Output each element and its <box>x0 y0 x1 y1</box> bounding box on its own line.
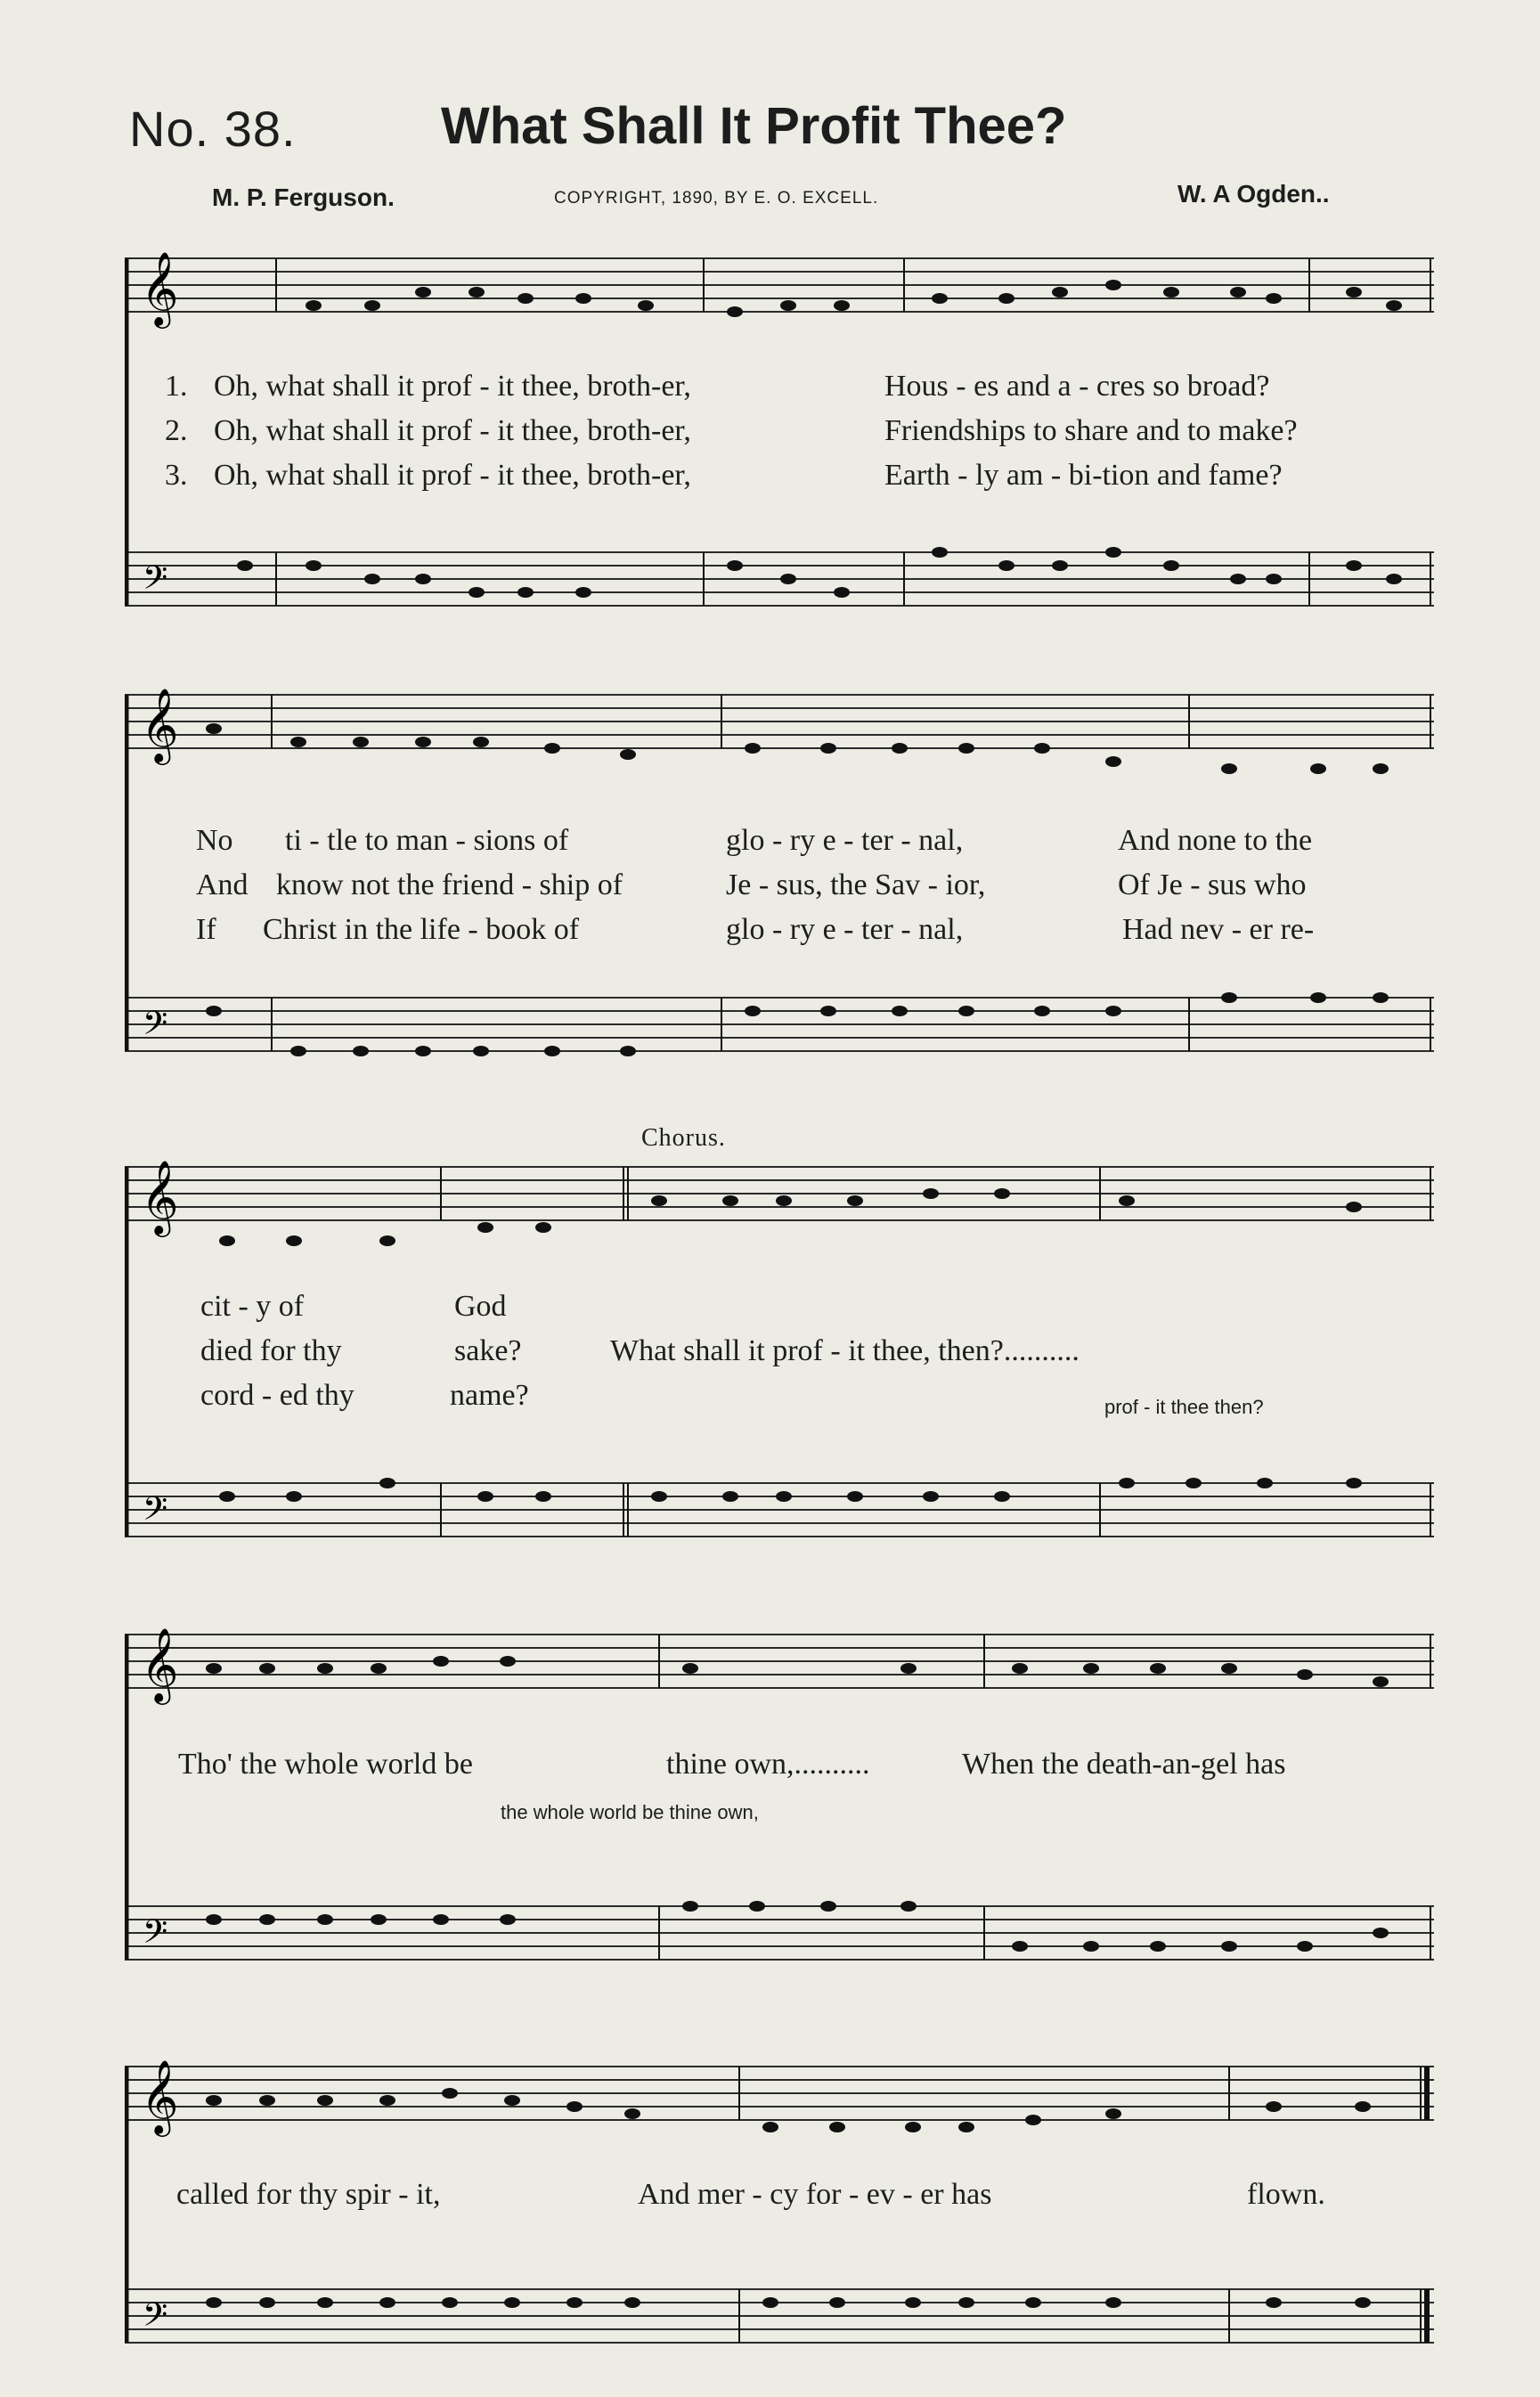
treble-staff <box>125 695 1434 748</box>
lyric: Christ in the life - book of <box>263 913 580 946</box>
lyric: flown. <box>1247 2178 1325 2211</box>
verse-number: 3. <box>165 459 188 492</box>
treble-clef-icon: 𝄞 <box>141 687 179 762</box>
treble-staff <box>125 1167 1434 1220</box>
lyric: Oh, what shall it prof - it thee, broth-er, <box>214 370 691 403</box>
bass-staff <box>125 2289 1434 2343</box>
treble-staff <box>125 258 1434 312</box>
copyright-notice: COPYRIGHT, 1890, BY E. O. EXCELL. <box>554 189 879 208</box>
treble-staff <box>125 2067 1434 2120</box>
bass-staff <box>125 998 1434 1051</box>
bass-echo-lyric: the whole world be thine own, <box>501 1801 759 1823</box>
bass-staff <box>125 1906 1434 1960</box>
lyricist-credit: M. P. Ferguson. <box>212 183 395 211</box>
treble-clef-icon: 𝄞 <box>141 2059 179 2133</box>
composer-credit: W. A Ogden.. <box>1177 180 1330 208</box>
lyric: When the death-an-gel has <box>962 1748 1286 1781</box>
lyric: Earth - ly am - bi-tion and fame? <box>884 459 1283 492</box>
lyric: God <box>454 1290 507 1323</box>
treble-clef-icon: 𝄞 <box>141 1159 179 1234</box>
bass-clef-icon: 𝄢 <box>143 2296 168 2342</box>
treble-clef-icon: 𝄞 <box>141 1627 179 1701</box>
lyric: glo - ry e - ter - nal, <box>726 824 964 857</box>
lyric: called for thy spir - it, <box>176 2178 441 2211</box>
lyric: know not the friend - ship of <box>276 868 623 901</box>
bass-clef-icon: 𝄢 <box>143 1913 168 1959</box>
lyric: And <box>196 868 249 901</box>
lyric: Tho' the whole world be <box>178 1748 473 1781</box>
bass-clef-icon: 𝄢 <box>143 1005 168 1050</box>
hymn-number: No. 38. <box>129 101 297 157</box>
verse-number: 1. <box>165 370 188 403</box>
music-system-4 <box>125 1608 1443 2000</box>
bass-echo-lyric: prof - it thee then? <box>1104 1396 1264 1418</box>
lyric: What shall it prof - it thee, then?.......... <box>610 1334 1080 1367</box>
bass-staff <box>125 1483 1434 1537</box>
lyric: If <box>196 913 216 946</box>
barlines <box>659 1635 1430 1960</box>
lyric: cit - y of <box>200 1290 305 1323</box>
lyric: Of Je - sus who <box>1118 868 1307 901</box>
lyric: Oh, what shall it prof - it thee, broth-er, <box>214 459 691 492</box>
lyric: died for thy <box>200 1334 342 1367</box>
lyric: cord - ed thy <box>200 1379 354 1412</box>
treble-clef-icon: 𝄞 <box>141 250 179 325</box>
lyric: And mer - cy for - ev - er has <box>638 2178 992 2211</box>
hymn-title: What Shall It Profit Thee? <box>441 97 1067 155</box>
lyric: glo - ry e - ter - nal, <box>726 913 964 946</box>
bass-clef-icon: 𝄢 <box>143 559 168 605</box>
treble-staff <box>125 1635 1434 1688</box>
lyric: Oh, what shall it prof - it thee, broth-er, <box>214 414 691 447</box>
lyric: sake? <box>454 1334 522 1367</box>
lyric: Had nev - er re- <box>1122 913 1315 946</box>
lyric: No <box>196 824 233 857</box>
lyric: Friendships to share and to make? <box>884 414 1298 447</box>
lyric: ti - tle to man - sions of <box>285 824 569 857</box>
lyric: Je - sus, the Sav - ior, <box>726 868 986 901</box>
lyric: thine own,.......... <box>666 1748 870 1781</box>
verse-number: 2. <box>165 414 188 447</box>
bass-clef-icon: 𝄢 <box>143 1490 168 1536</box>
lyric: Hous - es and a - cres so broad? <box>884 370 1270 403</box>
chorus-label: Chorus. <box>641 1124 726 1152</box>
lyric: name? <box>450 1379 529 1412</box>
lyric: And none to the <box>1118 824 1313 857</box>
notes <box>206 1656 1389 1952</box>
